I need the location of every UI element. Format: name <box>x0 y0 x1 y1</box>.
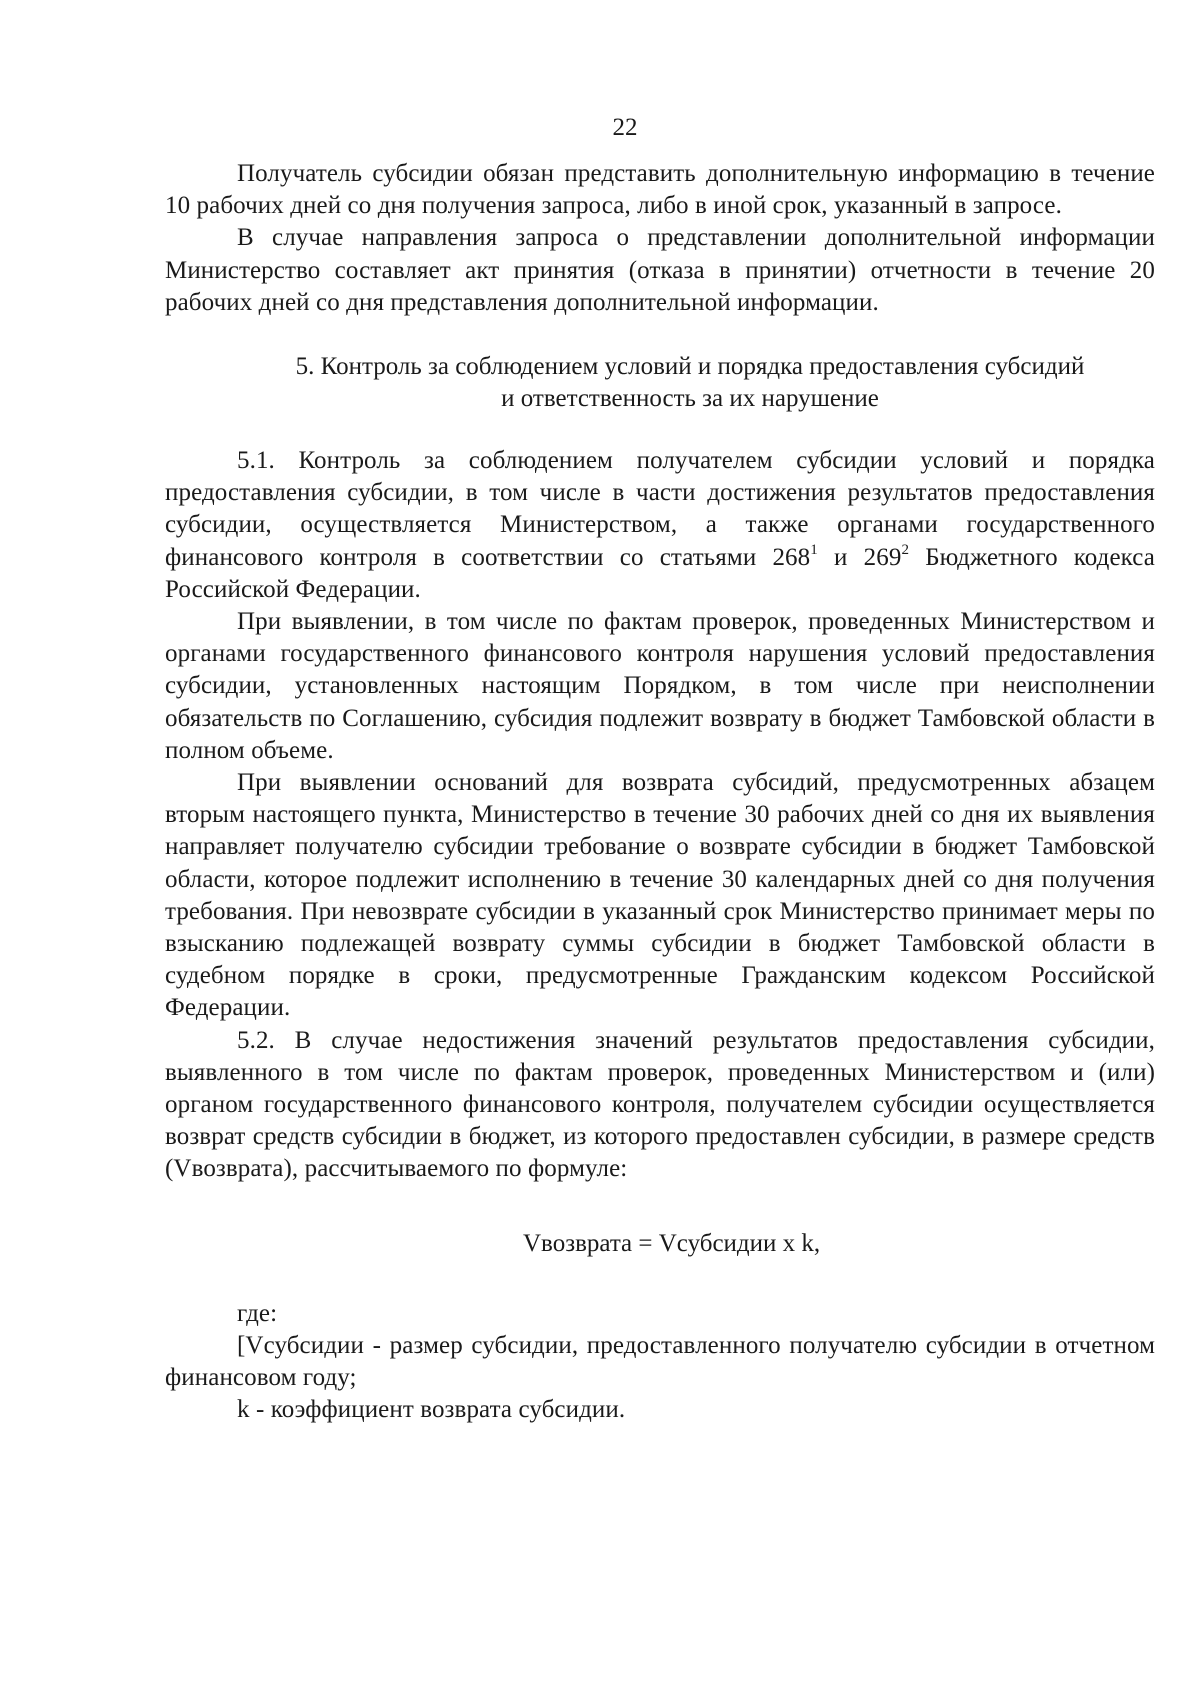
return-formula: Vвозврата = Vсубсидии x k, <box>523 1229 821 1257</box>
document-body <box>165 158 1155 1427</box>
paragraph-5-1-control <box>165 445 1155 606</box>
section-heading-line-2: и ответственность за их нарушение <box>501 385 879 413</box>
p51-text-end: Бюджетного кодекса Российской Федерации. <box>165 543 1156 603</box>
paragraph-act-of-acceptance: В случае направления запроса о представлении дополнительной информации Министерство составляет акт принятия (отказа в принятии) отчетности в течение 20 рабочих дней со дня представления дополнительной информации. <box>165 224 1155 316</box>
definition-k-coefficient: k - коэффициент возврата субсидии. <box>237 1396 626 1424</box>
p51-text-between: и 269 <box>817 543 902 571</box>
paragraph-violation-return: При выявлении, в том числе по фактам проверок, проведенных Министерством и органами государственного финансового контроля нарушения условий предоставления субсидии, установленных настоящим Порядком, в том числе при неисполнении обязательств по Соглашению, субсидия подлежит возврату в бюджет Тамбовской области в полном объеме. <box>165 608 1155 764</box>
paragraph-5-2-non-achievement: 5.2. В случае недостижения значений результатов предоставления субсидии, выявленного в том числе по фактам проверок, проведенных Министерством и (или) органом государственного финансового контроля, получателем субсидии осуществляется возврат средств субсидии в бюджет, из которого предоставлен субсидии, в размере средств (Vвозврата), рассчитываемого по формуле: <box>165 1026 1155 1183</box>
superscript-2: 2 <box>901 541 910 558</box>
definition-v-subsidy: [Vсубсидии - размер субсидии, предоставленного получателю субсидии в отчетном финансовом году; <box>165 1331 1155 1392</box>
where-label: где: <box>237 1299 278 1327</box>
paragraph-return-requirement: При выявлении оснований для возврата субсидий, предусмотренных абзацем вторым настоящего пункта, Министерство в течение 30 рабочих дней со дня их выявления направляет получателю субсидии требование о возврате субсидии в бюджет Тамбовской области, которое подлежит исполнению в течение 30 календарных дней со дня получения требования. При невозврате субсидии в указанный срок Министерство принимает меры по взысканию подлежащей возврату суммы субсидии в бюджет Тамбовской области в судебном порядке в сроки, предусмотренные Гражданским кодексом Российской Федерации. <box>165 769 1155 1022</box>
page-number: 22 <box>612 114 638 141</box>
p51-text-start: 5.1. Контроль за соблюдением получателем субсидии условий и порядка предоставления субсидии, в том числе в части достижения результатов предоставления субсидии, осуществляется Министерством, а также органами государственного финансового контроля в соответствии со статьями 268 <box>165 447 1155 571</box>
paragraph-additional-info-deadline: Получатель субсидии обязан представить дополнительную информацию в течение 10 рабочих дней со дня получения запроса, либо в иной срок, указанный в запросе. <box>165 160 1155 220</box>
superscript-1: 1 <box>810 541 818 558</box>
section-heading-line-1: 5. Контроль за соблюдением условий и порядка предоставления субсидий <box>295 353 1085 381</box>
